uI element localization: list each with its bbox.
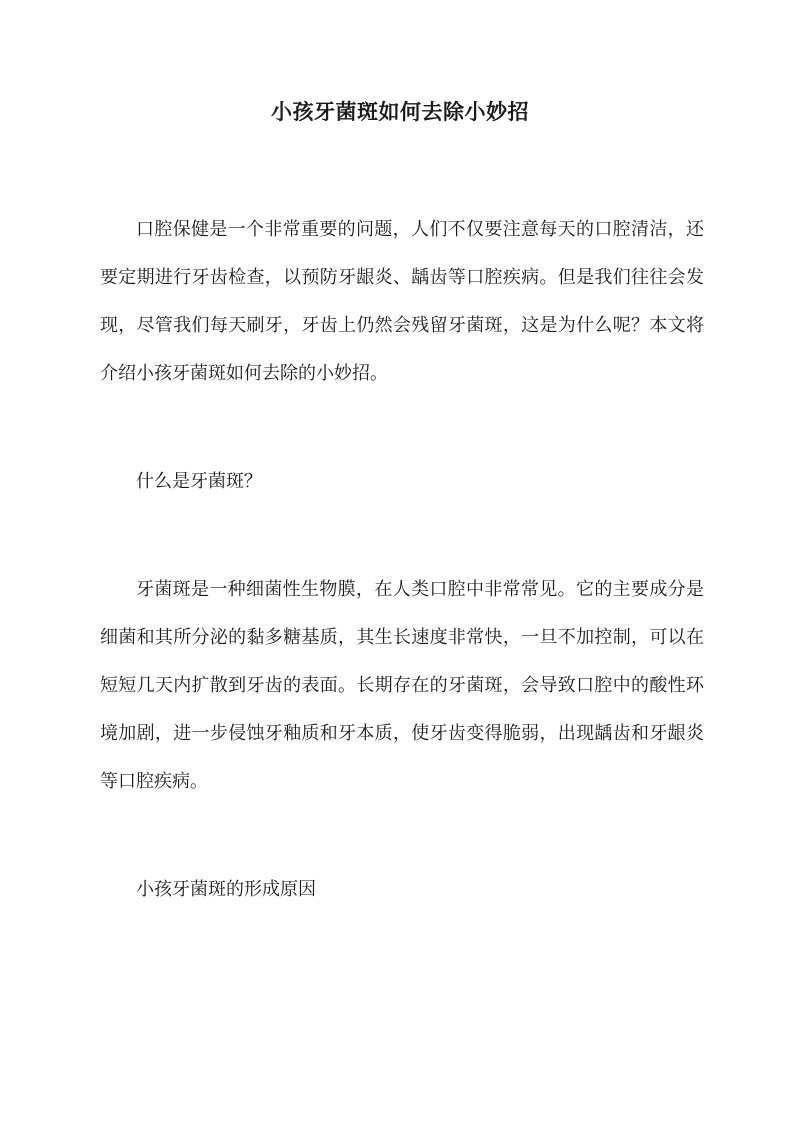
section-heading-causes: 小孩牙菌斑的形成原因 — [136, 879, 316, 900]
document-title: 小孩牙菌斑如何去除小妙招 — [271, 99, 529, 124]
plaque-definition-paragraph: 牙菌斑是一种细菌性生物膜，在人类口腔中非常常见。它的主要成分是细菌和其所分泌的黏多糖基质，其生长速度非常快，一旦不加控制，可以在短短几天内扩散到牙齿的表面。长期存在的牙菌斑，会导致口腔中的酸性环境加剧，进一步侵蚀牙釉质和牙本质，使牙齿变得脆弱，出现龋齿和牙龈炎等口腔疾病。 — [100, 579, 704, 792]
intro-paragraph: 口腔保健是一个非常重要的问题，人们不仅要注意每天的口腔清洁，还要定期进行牙齿检查，以预防牙龈炎、龋齿等口腔疾病。但是我们往往会发现，尽管我们每天刷牙，牙齿上仍然会残留牙菌斑，这是为什么呢？本文将介绍小孩牙菌斑如何去除的小妙招。 — [100, 219, 704, 384]
section-heading-what-is-plaque: 什么是牙菌斑？ — [136, 471, 262, 492]
